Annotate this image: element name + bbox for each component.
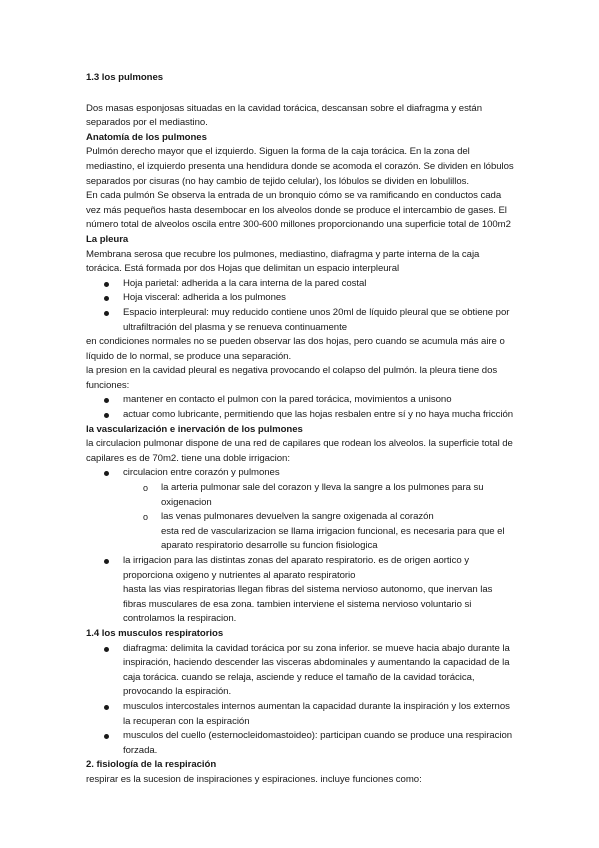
pleura-paragraph-1: Membrana serosa que recubre los pulmones, mediastino, diafragma y parte interna de la caja torácica. Está formada por dos Hojas que delimitan un espacio interpleural [86,248,480,275]
sub-list [123,481,516,525]
circle-bullet-icon: o [143,512,148,523]
document-content [86,71,516,788]
pleura-heading: La pleura [86,233,129,245]
vascularizacion-list [86,466,516,627]
vascularizacion-heading: la vascularización e inervación de los pulmones [86,423,303,435]
list-item: Hoja visceral: adherida a los pulmones [86,291,516,306]
pleura-list [86,277,516,335]
pleura-paragraph-3: la presion en la cavidad pleural es negativa provocando el colapso del pulmón. la pleura tiene dos funciones: [86,365,498,391]
bullet-icon [104,398,109,403]
intro-paragraph: Dos masas esponjosas situadas en la cavidad torácica, descansan sobre el diafragma y están separados por el mediastino. [86,102,482,129]
list-item: diafragma: delimita la cavidad torácica por su zona inferior. se mueve hacia abajo durante la inspiración, haciendo descender las visceras abdominales y aumentando la capacidad de la caja torácica. cuando se relaja, asciende y reduce el tamaño de la cavidad torácica, provocando la espiración. [86,642,516,700]
circle-bullet-icon: o [143,483,148,494]
anatomia-paragraph-1: Pulmón derecho mayor que el izquierdo. Siguen la forma de la caja torácica. En la zona del mediastino, el izquierdo presenta una hendidura donde se acomoda el corazón. Se dividen en lóbulos separados por cisuras (no hay cambio de tejido celular), los lóbulos se dividen en lobulillos. [86,146,514,187]
list-item: actuar como lubricante, permitiendo que las hojas resbalen entre sí y no haya mucha fricción [86,408,516,423]
list-item: circulacion entre corazón y pulmones o la arteria pulmonar sale del corazon y lleva la sangre a los pulmones para su oxigenacion o las venas pulmonares devuelven la sangre oxigenada al corazón esta red de vascularizacion se llama irrigacion funcional, es necesaria para que el aparato respiratorio desarrolle su funcion fisiologica [86,466,516,554]
bullet-icon [104,734,109,739]
sub-note: esta red de vascularizacion se llama irrigacion funcional, es necesaria para que el aparato respiratorio desarrolle su funcion fisiologica [161,525,505,552]
list-item: la irrigacion para las distintas zonas del aparato respiratorio. es de origen aortico y proporciona oxigeno y nutrientes al aparato respiratorio hasta las vias respiratorias llegan fibras del sistema nervioso autonomo, que inervan las fibras musculares de esa zona. tambien interviene el sistema nervioso voluntario si controlamos la respiracion. [86,554,516,627]
bullet-icon [104,296,109,301]
sub-list-item: o las venas pulmonares devuelven la sangre oxigenada al corazón [123,510,516,525]
bullet-icon [104,413,109,418]
bullet-icon [104,471,109,476]
sub-list-item: o la arteria pulmonar sale del corazon y lleva la sangre a los pulmones para su oxigenacion [143,482,484,508]
list-item: Espacio interpleural: muy reducido contiene unos 20ml de líquido pleural que se obtiene por ultrafiltración del plasma y se renueva continuamente [86,306,516,335]
pleura-funciones-list [86,393,516,422]
bullet-icon [104,647,109,652]
list-item: mantener en contacto el pulmon con la pared torácica, movimientos a unisono [86,393,516,408]
list-item: musculos del cuello (esternocleidomastoideo): participan cuando se produce una respiracion forzada. [86,729,516,758]
anatomia-paragraph-2: En cada pulmón Se observa la entrada de un bronquio cómo se va ramificando en conductos cada vez más pequeños hasta desembocar en los alveolos donde se produce el intercambio de gases. El número total de alveolos oscila entre 300-600 millones proporcionando una superficie total de 100m2 [86,190,511,231]
bullet-icon [104,282,109,287]
bullet-icon [104,705,109,710]
vascularizacion-paragraph: la circulacion pulmonar dispone de una red de capilares que rodean los alveolos. la superficie total de capilares es de 70m2. tiene una doble irrigacion: [86,438,513,464]
bullet-icon [104,311,109,316]
pleura-paragraph-2: en condiciones normales no se pueden observar las dos hojas, pero cuando se acumula más aire o líquido de lo normal, se produce una separación. [86,336,505,362]
fisiologia-paragraph: respirar es la sucesion de inspiraciones y espiraciones. incluye funciones como: [86,773,422,785]
musculos-list [86,642,516,759]
musculos-heading: 1.4 los musculos respiratorios [86,627,224,639]
list-item: Hoja parietal: adherida a la cara interna de la pared costal [86,277,516,292]
list-item: musculos intercostales internos aumentan la capacidad durante la inspiración y los externos la recuperan con la espiración [86,700,516,729]
item-note: hasta las vias respiratorias llegan fibras del sistema nervioso autonomo, que inervan las fibras musculares de esa zona. tambien interviene el sistema nervioso voluntario si controlamos la respiracion. [123,584,493,625]
bullet-icon [104,559,109,564]
anatomia-heading: Anatomía de los pulmones [86,131,207,143]
section-title: 1.3 los pulmones [86,72,164,83]
fisiologia-heading: 2. fisiología de la respiración [86,759,217,771]
